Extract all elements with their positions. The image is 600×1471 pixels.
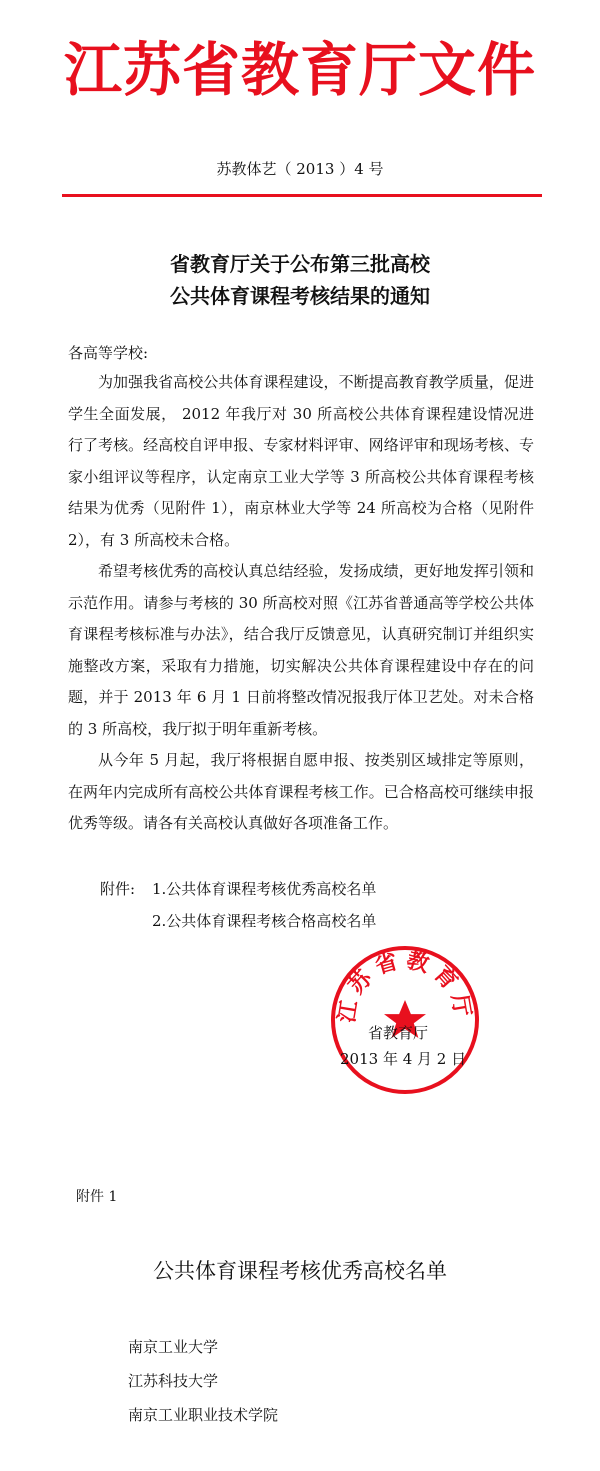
attachment-row	[100, 873, 376, 905]
attachments-label: 附件:	[100, 880, 136, 898]
signature-organization: 省教育厅	[368, 1024, 429, 1042]
seal-text: 江苏省教育厅	[334, 947, 476, 1025]
list-item: 江苏科技大学	[128, 1372, 219, 1390]
notice-title-line-2: 公共体育课程考核结果的通知	[170, 284, 430, 308]
signature-date: 2013 年 4 月 2 日	[340, 1050, 467, 1068]
document-header-title: 江苏省教育厅文件	[63, 36, 536, 104]
list-item: 南京工业职业技术学院	[128, 1406, 279, 1424]
list-item: 南京工业大学	[128, 1338, 219, 1356]
notice-title	[0, 248, 600, 312]
document-number: 苏教体艺（ 2013 ）4 号	[216, 160, 384, 178]
attachment-item-2: 2.公共体育课程考核合格高校名单	[152, 912, 377, 930]
body-paragraph-1: 为加强我省高校公共体育课程建设，不断提高教育教学质量，促进学生全面发展， 2012 年我厅对 30 所高校公共体育课程建设情况进行了考核。经高校自评申报、专家材料评审、网络评审和现场考核、专家小组评议等程序，认定南京工业大学等 3 所高校公共体育课程考核结果为优秀（见附件 1），南京林业大学等 24 所高校为合格（见附件 2），有 3 所高校未合格。	[68, 373, 534, 549]
attachment-item-1: 1.公共体育课程考核优秀高校名单	[152, 880, 377, 898]
header-divider	[62, 194, 542, 197]
body-paragraph-2: 希望考核优秀的高校认真总结经验，发扬成绩，更好地发挥引领和示范作用。请参与考核的 30 所高校对照《江苏省普通高等学校公共体育课程考核标准与办法》，结合我厅反馈意见，认真研究制订并组织实施整改方案，采取有力措施，切实解决公共体育课程建设中存在的问题，并于 2013 年 6 月 1 日前将整改情况报我厅体卫艺处。对未合格的 3 所高校，我厅拟于明年重新考核。	[68, 562, 534, 738]
signature-block	[340, 1020, 500, 1072]
attachment-row	[100, 905, 376, 937]
appendix-title: 公共体育课程考核优秀高校名单	[153, 1259, 447, 1283]
attachments-list	[100, 873, 376, 937]
body-paragraph-3: 从今年 5 月起，我厅将根据自愿申报、按类别区域排定等原则，在两年内完成所有高校公共体育课程考核工作。已合格高校可继续申报优秀等级。请各有关高校认真做好各项准备工作。	[68, 751, 534, 832]
notice-title-line-1: 省教育厅关于公布第三批高校	[170, 252, 430, 276]
appendix-label: 附件 1	[76, 1189, 118, 1205]
school-list	[128, 1330, 278, 1432]
notice-body	[68, 367, 534, 840]
salutation: 各高等学校:	[68, 344, 149, 362]
